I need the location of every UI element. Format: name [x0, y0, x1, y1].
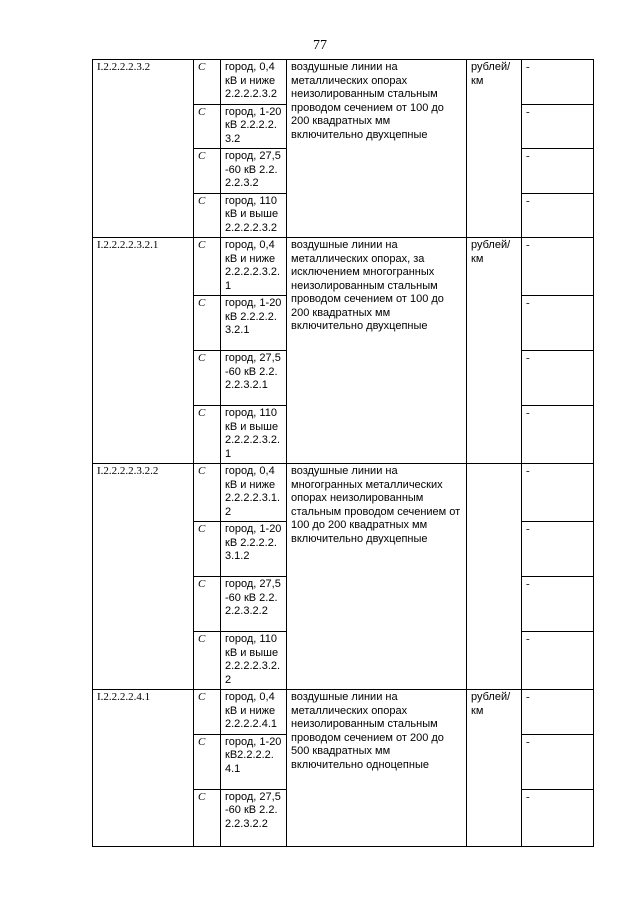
- category-mark: С: [194, 296, 221, 351]
- page-number: 77: [313, 38, 327, 53]
- rate-value: -: [522, 522, 594, 577]
- rate-value: -: [522, 464, 594, 522]
- voltage-subcategory: город, 27,5-60 кВ 2.2.2.2.3.2: [221, 149, 287, 194]
- rate-value: -: [522, 690, 594, 735]
- voltage-subcategory: город, 110 кВ и выше 2.2.2.2.3.2: [221, 193, 287, 238]
- section-code: I.2.2.2.2.3.2.1: [93, 238, 194, 464]
- category-mark: С: [194, 60, 221, 105]
- voltage-subcategory: город, 27,5-60 кВ 2.2.2.2.3.2.2: [221, 789, 287, 846]
- line-description: воздушные линии на металлических опорах неизолированным стальным проводом сечением от 100 до 200 квадратных мм включительно двухцепные: [287, 60, 467, 238]
- unit-of-measure: рублей/ км: [467, 60, 522, 238]
- category-mark: С: [194, 406, 221, 464]
- line-description: воздушные линии на многогранных металлических опорах неизолированным стальным проводом сечением от 100 до 200 квадратных мм включительно двухцепные: [287, 464, 467, 690]
- rate-value: -: [522, 296, 594, 351]
- category-mark: С: [194, 632, 221, 690]
- category-mark: С: [194, 351, 221, 406]
- rate-value: -: [522, 104, 594, 149]
- voltage-subcategory: город, 0,4 кВ и ниже 2.2.2.2.4.1: [221, 690, 287, 735]
- voltage-subcategory: город, 110 кВ и выше 2.2.2.2.3.2.2: [221, 632, 287, 690]
- voltage-subcategory: город, 0,4 кВ и ниже 2.2.2.2.3.2.1: [221, 238, 287, 296]
- category-mark: С: [194, 104, 221, 149]
- line-description: воздушные линии на металлических опорах, за исключением многогранных неизолированным стальным проводом сечением от 100 до 200 квадратных мм включительно двухцепные: [287, 238, 467, 464]
- rate-value: -: [522, 789, 594, 846]
- table-row: [93, 464, 594, 522]
- rate-value: -: [522, 734, 594, 789]
- voltage-subcategory: город, 27,5-60 кВ 2.2.2.2.3.2.2: [221, 577, 287, 632]
- table-row: [93, 60, 594, 105]
- unit-of-measure: рублей/ км: [467, 238, 522, 464]
- voltage-subcategory: город, 1-20 кВ2.2.2.2.4.1: [221, 734, 287, 789]
- category-mark: С: [194, 789, 221, 846]
- voltage-subcategory: город, 1-20 кВ 2.2.2.2.3.2: [221, 104, 287, 149]
- line-description: воздушные линии на металлических опорах неизолированным стальным проводом сечением от 200 до 500 квадратных мм включительно одноцепные: [287, 690, 467, 847]
- category-mark: С: [194, 149, 221, 194]
- table-row: [93, 238, 594, 296]
- voltage-subcategory: город, 1-20 кВ 2.2.2.2.3.2.1: [221, 296, 287, 351]
- section-code: I.2.2.2.2.3.2: [93, 60, 194, 238]
- tariff-table: [92, 59, 594, 847]
- voltage-subcategory: город, 1-20 кВ 2.2.2.2.3.1.2: [221, 522, 287, 577]
- rate-value: -: [522, 238, 594, 296]
- section-code: I.2.2.2.2.3.2.2: [93, 464, 194, 690]
- rate-value: -: [522, 406, 594, 464]
- category-mark: С: [194, 193, 221, 238]
- category-mark: С: [194, 690, 221, 735]
- table-row: [93, 690, 594, 735]
- voltage-subcategory: город, 27,5-60 кВ 2.2.2.2.3.2.1: [221, 351, 287, 406]
- category-mark: С: [194, 238, 221, 296]
- rate-value: -: [522, 149, 594, 194]
- category-mark: С: [194, 464, 221, 522]
- unit-of-measure: [467, 464, 522, 690]
- rate-value: -: [522, 193, 594, 238]
- voltage-subcategory: город, 0,4 кВ и ниже 2.2.2.2.3.1.2: [221, 464, 287, 522]
- category-mark: С: [194, 734, 221, 789]
- rate-value: -: [522, 351, 594, 406]
- voltage-subcategory: город, 0,4 кВ и ниже 2.2.2.2.3.2: [221, 60, 287, 105]
- category-mark: С: [194, 577, 221, 632]
- rate-value: -: [522, 632, 594, 690]
- category-mark: С: [194, 522, 221, 577]
- rate-value: -: [522, 60, 594, 105]
- rate-value: -: [522, 577, 594, 632]
- section-code: I.2.2.2.2.4.1: [93, 690, 194, 847]
- voltage-subcategory: город, 110 кВ и выше 2.2.2.2.3.2.1: [221, 406, 287, 464]
- unit-of-measure: рублей/ км: [467, 690, 522, 847]
